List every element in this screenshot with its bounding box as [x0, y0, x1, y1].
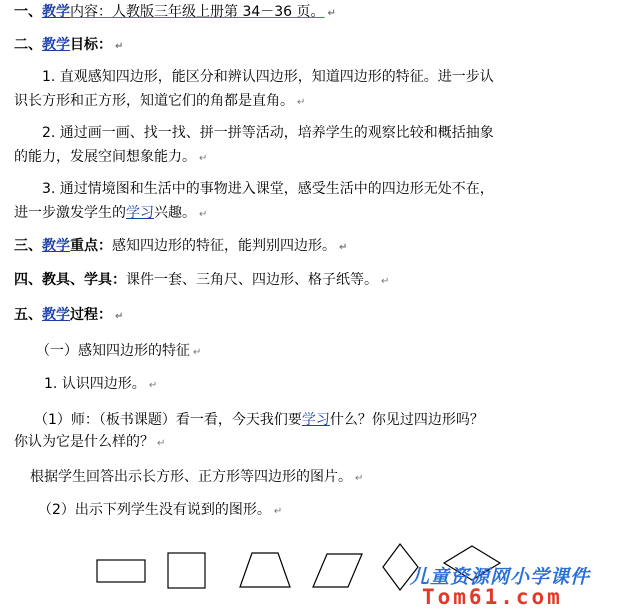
link-jiaoxue[interactable]: 教学	[42, 4, 70, 20]
paragraph-mark: ↵	[327, 8, 336, 19]
watermark-top-text: 儿童资源网小学课件	[410, 566, 591, 588]
step-1-q-line-1: （1）师：（板书课题）看一看，今天我们要学习什么？你见过四边形吗？	[34, 412, 484, 428]
square-shape	[168, 553, 205, 588]
step-1-q-line-2: 你认为它是什么样的？ ↵	[14, 434, 166, 450]
goal-2-line-2: 的能力，发展空间想象能力。 ↵	[14, 149, 208, 165]
goal-2-line-1: 2. 通过画一画、找一找、拼一拼等活动，培养学生的观察比较和概括抽象	[42, 125, 494, 141]
trapezoid-shape	[240, 553, 290, 587]
answer-note: 根据学生回答出示长方形、正方形等四边形的图片。 ↵	[30, 469, 364, 485]
section-1-title: （一）感知四边形的特征 ↵	[36, 343, 202, 359]
link-xuexi[interactable]: 学习	[301, 412, 330, 428]
goal-1-line-2: 识长方形和正方形，知道它们的角都是直角。 ↵	[14, 93, 306, 109]
link-jiaoxue[interactable]: 教学	[42, 37, 70, 53]
parallelogram-shape	[313, 554, 362, 587]
step-1: 1. 认识四边形。 ↵	[44, 376, 158, 392]
heading-goals: 二、教学目标： ↵	[14, 37, 124, 53]
heading-content: 一、教学内容：人教版三年级上册第 34－36 页。 ↵	[14, 4, 336, 20]
step-2: （2）出示下列学生没有说到的图形。 ↵	[38, 502, 283, 518]
link-jiaoxue[interactable]: 教学	[42, 307, 70, 323]
goal-3-line-1: 3. 通过情境图和生活中的事物进入课堂，感受生活中的四边形无处不在，	[42, 181, 494, 197]
link-jiaoxue[interactable]: 教学	[42, 238, 70, 254]
watermark-bottom-text: Tom61.com	[422, 585, 563, 609]
goal-3-line-2: 进一步激发学生的学习兴趣。 ↵	[14, 205, 208, 221]
heading-key-points: 三、教学重点：感知四边形的特征，能判别四边形。 ↵	[14, 238, 348, 254]
heading-process: 五、教学过程： ↵	[14, 307, 124, 323]
heading-tools: 四、教具、学具：课件一套、三角尺、四边形、格子纸等。 ↵	[14, 272, 390, 288]
rectangle-shape	[97, 560, 145, 582]
watermark-logo	[410, 562, 615, 608]
goal-1-line-1: 1. 直观感知四边形，能区分和辨认四边形，知道四边形的特征。进一步认	[42, 69, 494, 85]
link-xuexi[interactable]: 学习	[126, 205, 154, 221]
paragraph-mark: ↵	[115, 41, 124, 52]
